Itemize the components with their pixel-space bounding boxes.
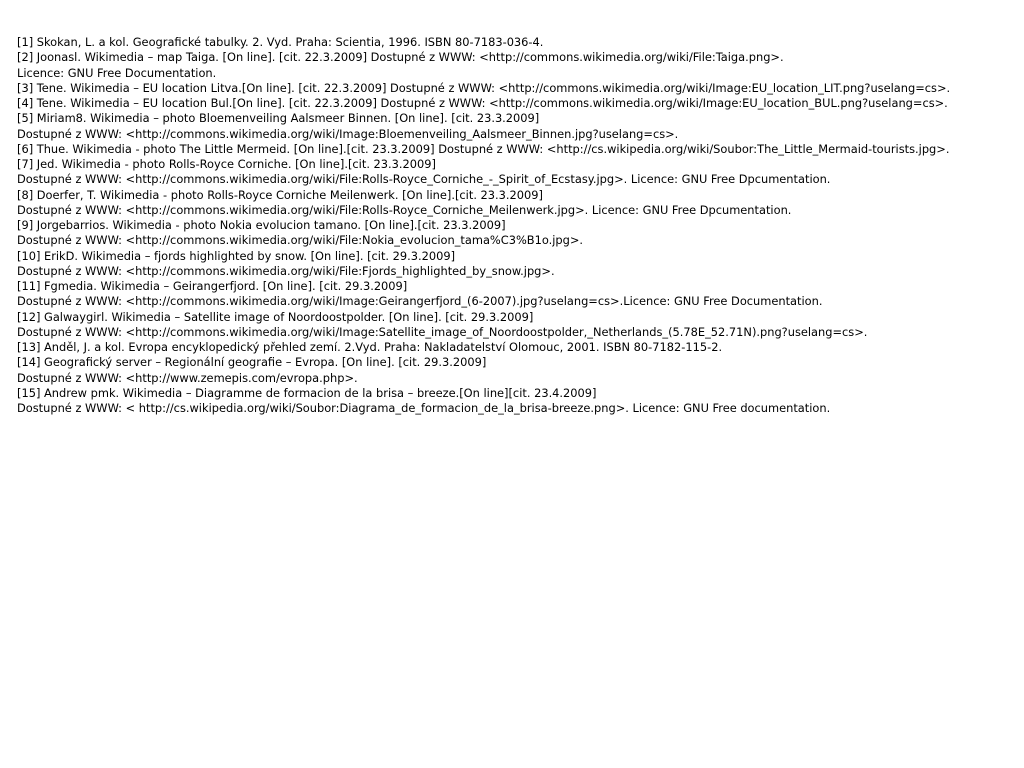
reference-line-19: [12] Galwaygirl. Wikimedia – Satellite image of Noordoostpolder. [On line]. [cit. 29.3.2009] [17, 309, 534, 324]
reference-line-4: [3] Tene. Wikimedia – EU location Litva.[On line]. [cit. 22.3.2009] Dostupné z WWW: <http://commons.wikimedia.org/wiki/Image:EU_location_LIT.png?uselang=cs>. [17, 80, 951, 95]
reference-line-17: [11] Fgmedia. Wikimedia – Geirangerfjord. [On line]. [cit. 29.3.2009] [17, 279, 408, 293]
reference-line-9: [7] Jed. Wikimedia - photo Rolls-Royce Corniche. [On line].[cit. 23.3.2009] [17, 157, 436, 171]
reference-list [17, 35, 1017, 416]
reference-line-2: [2] Joonasl. Wikimedia – map Taiga. [On line]. [cit. 22.3.2009] Dostupné z WWW: <http://commons.wikimedia.org/wiki/File:Taiga.png>. [17, 50, 784, 65]
reference-line-8: [6] Thue. Wikimedia - photo The Little Mermeid. [On line].[cit. 23.3.2009] Dostupné z WWW: <http://cs.wikipedia.org/wiki/Soubor:The_Little_Mermaid-tourists.jpg>. [17, 141, 950, 156]
reference-line-6: [5] Miriam8. Wikimedia – photo Bloemenveiling Aalsmeer Binnen. [On line]. [cit. 23.3.2009] [17, 111, 540, 126]
reference-line-7: Dostupné z WWW: <http://commons.wikimedia.org/wiki/Image:Bloemenveiling_Aalsmeer_Binnen.jpg?uselang=cs>. [17, 126, 679, 141]
reference-line-12: Dostupné z WWW: <http://commons.wikimedia.org/wiki/File:Rolls-Royce_Corniche_Meilenwerk.jpg>. Licence: GNU Free Dpcumentation. [17, 202, 792, 217]
reference-line-25: Dostupné z WWW: < http://cs.wikipedia.org/wiki/Soubor:Diagrama_de_formacion_de_la_brisa-breeze.png>. Licence: GNU Free documentation. [17, 401, 831, 415]
reference-line-3: Licence: GNU Free Documentation. [17, 65, 217, 80]
reference-line-5: [4] Tene. Wikimedia – EU location Bul.[On line]. [cit. 22.3.2009] Dostupné z WWW: <http://commons.wikimedia.org/wiki/Image:EU_location_BUL.png?uselang=cs>. [17, 96, 948, 110]
reference-line-22: [14] Geografický server – Regionální geografie – Evropa. [On line]. [cit. 29.3.2009] [17, 355, 487, 370]
reference-line-13: [9] Jorgebarrios. Wikimedia - photo Nokia evolucion tamano. [On line].[cit. 23.3.2009] [17, 218, 506, 232]
reference-line-1: [1] Skokan, L. a kol. Geografické tabulky. 2. Vyd. Praha: Scientia, 1996. ISBN 80-7183-036-4. [17, 35, 544, 49]
reference-line-18: Dostupné z WWW: <http://commons.wikimedia.org/wiki/Image:Geirangerfjord_(6-2007).jpg?uselang=cs>.Licence: GNU Free Documentation. [17, 294, 823, 309]
reference-line-24: [15] Andrew pmk. Wikimedia – Diagramme de formacion de la brisa – breeze.[On line][cit. 23.4.2009] [17, 385, 597, 400]
reference-line-15: [10] ErikD. Wikimedia – fjords highlighted by snow. [On line]. [cit. 29.3.2009] [17, 248, 456, 263]
reference-line-14: Dostupné z WWW: <http://commons.wikimedia.org/wiki/File:Nokia_evolucion_tama%C3%B1o.jpg>. [17, 233, 584, 248]
reference-line-11: [8] Doerfer, T. Wikimedia - photo Rolls-Royce Corniche Meilenwerk. [On line].[cit. 23.3.2009] [17, 187, 543, 202]
reference-line-21: [13] Anděl, J. a kol. Evropa encyklopedický přehled zemí. 2.Vyd. Praha: Nakladatelství Olomouc, 2001. ISBN 80-7182-115-2. [17, 340, 723, 354]
reference-line-16: Dostupné z WWW: <http://commons.wikimedia.org/wiki/File:Fjords_highlighted_by_snow.jpg>. [17, 263, 555, 278]
reference-line-20: Dostupné z WWW: <http://commons.wikimedia.org/wiki/Image:Satellite_image_of_Noordoostpolder,_Netherlands_(5.78E_52.71N).png?uselang=cs>. [17, 324, 868, 339]
reference-line-23: Dostupné z WWW: <http://www.zemepis.com/evropa.php>. [17, 370, 358, 385]
reference-line-10: Dostupné z WWW: <http://commons.wikimedia.org/wiki/File:Rolls-Royce_Corniche_-_Spirit_of_Ecstasy.jpg>. Licence: GNU Free Dpcumentation. [17, 172, 831, 187]
